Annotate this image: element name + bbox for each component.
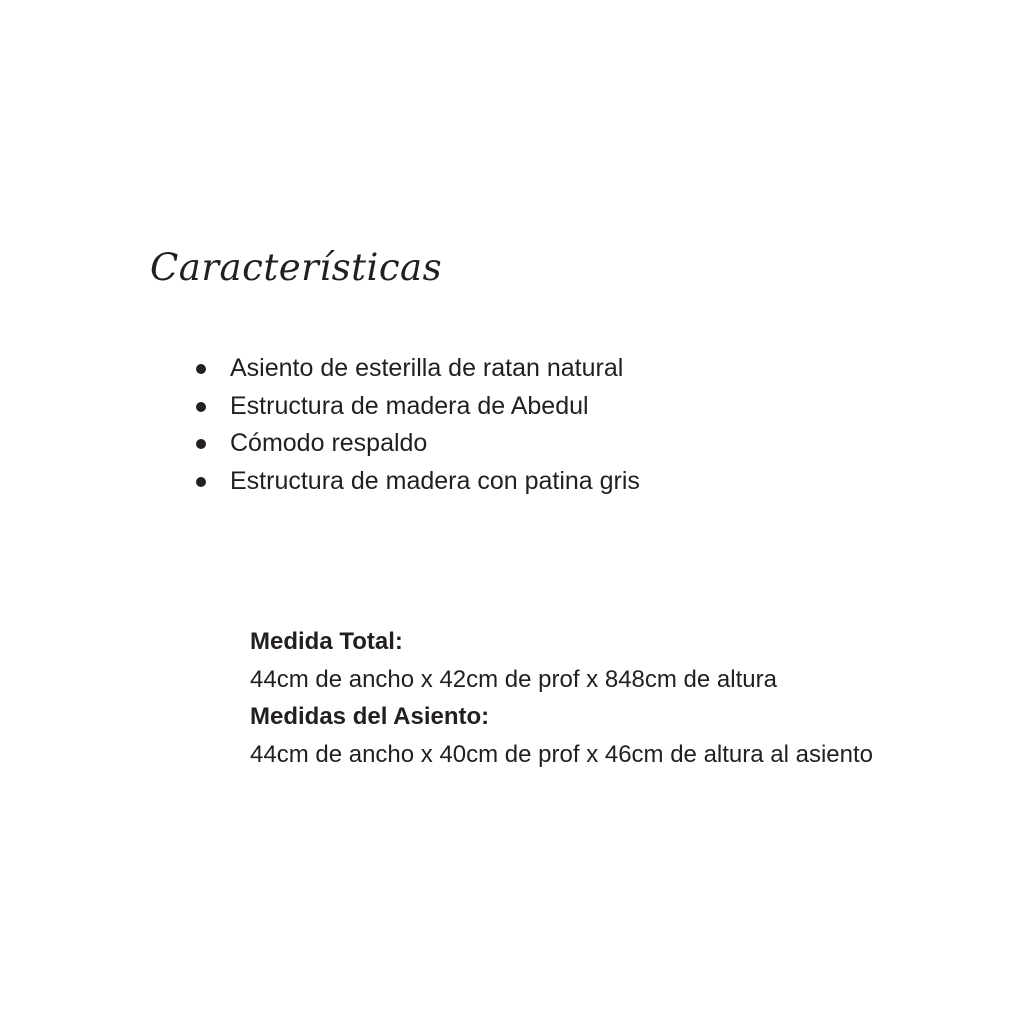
features-list <box>196 350 640 500</box>
seat-measure-value: 44cm de ancho x 40cm de prof x 46cm de altura al asiento <box>250 740 874 768</box>
section-title: Características <box>150 246 443 289</box>
bullet-icon <box>196 402 206 412</box>
feature-item <box>196 463 640 501</box>
feature-text: Estructura de madera con patina gris <box>230 466 640 495</box>
feature-text: Cómodo respaldo <box>230 429 428 457</box>
bullet-icon <box>196 439 206 449</box>
feature-text: Asiento de esterilla de ratan natural <box>230 354 624 382</box>
measures-block <box>250 623 873 773</box>
feature-item <box>196 350 640 388</box>
feature-item <box>196 425 640 463</box>
bullet-icon <box>196 477 206 487</box>
feature-item <box>196 388 640 426</box>
seat-measure-label: Medidas del Asiento: <box>250 703 490 730</box>
total-measure-value: 44cm de ancho x 42cm de prof x 848cm de altura <box>250 665 777 693</box>
feature-text: Estructura de madera de Abedul <box>230 391 589 420</box>
bullet-icon <box>196 364 206 374</box>
total-measure-label: Medida Total: <box>250 628 403 655</box>
